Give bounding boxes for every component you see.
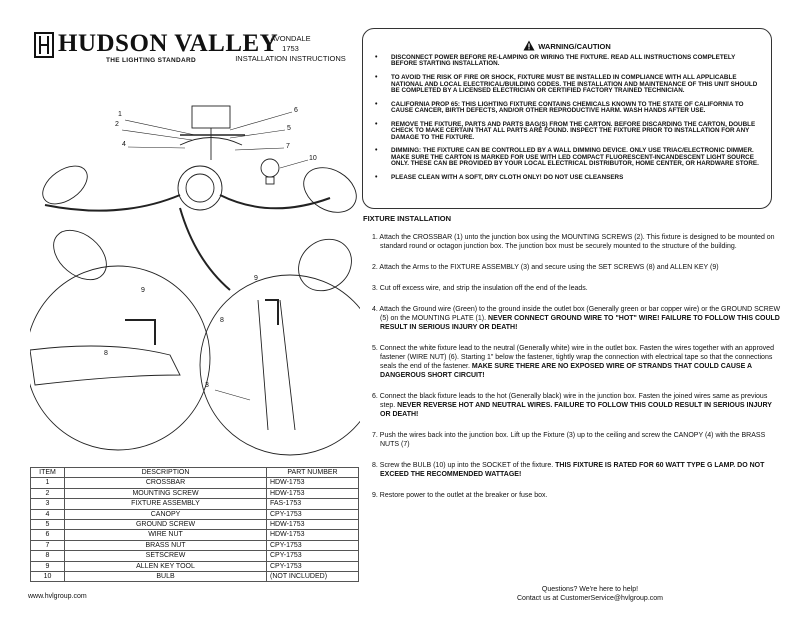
step-item: 4. Attach the Ground wire (Green) to the ground inside the outlet box (Generally green or bar copper wire) or the GROUND SCREW (5) on the MOUNTING PLATE (1). NEVER CONNECT GROUND WIRE TO "HOT" WIRE! FAILURE TO FOLLOW THIS COULD RESULT IN SERIOUS INJURY OR DEATH! [372,306,781,331]
step-item: 9. Restore power to the outlet at the breaker or fuse box. [372,492,548,499]
brand-name: HUDSON VALLEY [58,30,279,57]
model-number: 1753 [282,44,299,53]
document-header [228,34,353,64]
product-name: AVONDALE [270,34,311,43]
table-row: 8 SETSCREW CPY-1753 [31,551,359,561]
table-row: 6 WIRE NUT HDW-1753 [31,530,359,540]
callout-8-right: 8 [220,317,224,324]
hub-inner [186,174,214,202]
table-row: 9 ALLEN KEY TOOL CPY-1753 [31,561,359,571]
logo-mark-icon [34,32,54,58]
warning-box [362,28,772,209]
footer-help [500,585,680,603]
step-item: 6. Connect the black fixture leads to the hot (Generally black) wire in the junction box. Fasten the joined wires same as previous step. NEVER REVERSE HOT AND NEUTRAL WIRES. FAILURE TO FOLLOW THIS COULD RESULT IN SERIOUS INJURY OR DEATH! [372,393,772,418]
step-item: 5. Connect the white fixture lead to the neutral (Generally white) wire in the outlet box. Fasten the wires together with an approved fastener (WIRE NUT) (6). Starting 1" below the fastener, tightly wrap the connection with electrical tape so that the connections seals the end of the fastener. MAKE SURE THERE ARE NO EXPOSED WIRE OF STRANDS THAT COULD CAUSE A DANGEROUS SHORT CIRCUIT! [372,345,774,379]
callout-4: 4 [122,141,126,148]
callout-10: 10 [309,155,317,162]
step-item: 3. Cut off excess wire, and strip the insulation off the end of the leads. [372,285,588,292]
shade-left-top [36,158,94,211]
callout-1: 1 [118,111,122,118]
warning-title-text: WARNING/CAUTION [538,42,611,51]
header-item: ITEM [31,468,65,478]
right-arm [220,195,330,208]
allen-key-left [125,320,155,345]
warning-item: • DISCONNECT POWER BEFORE RE-LAMPING OR WIRING THE FIXTURE. READ ALL INSTRUCTIONS COMPLETELY BEFORE STARTING INSTALLATION. [372,55,763,68]
center-hub [178,166,222,210]
callout-2: 2 [115,121,119,128]
header-part-number: PART NUMBER [267,468,359,478]
table-row: 4 CANOPY CPY-1753 [31,509,359,519]
allen-key-right [265,300,278,325]
table-row: 5 GROUND SCREW HDW-1753 [31,520,359,530]
warning-list [372,55,763,188]
warning-title [363,40,771,51]
step-item: 8. Screw the BULB (10) up into the SOCKET of the fixture. THIS FIXTURE IS RATED FOR 60 WATT TYPE G LAMP. DO NOT EXCEED THE RECOMMENDED WATTAGE! [372,462,765,478]
warning-item: • REMOVE THE FIXTURE, PARTS AND PARTS BAG(S) FROM THE CARTON. BEFORE DISCARDING THE CARTON, DOUBLE CHECK TO MAKE CERTAIN THAT ALL PARTS ARE FOUND. INSPECT THE FIXTURE PRIOR TO INSTALLATION FOR ANY DAMAGE TO THE FIXTURE. [372,122,763,141]
step-item: 1. Attach the CROSSBAR (1) unto the junction box using the MOUNTING SCREWS (2). This fixture is designed to be mounted on standard round or octagon junction box. The junction box must be securely mounted to the structure of the building. [372,234,775,250]
callout-9-right: 9 [254,275,258,282]
table-row: 3 FIXTURE ASSEMBLY FAS-1753 [31,499,359,509]
installation-steps [372,233,782,512]
installation-diagram [30,100,360,460]
shade-left-bottom [44,220,116,289]
shade-right-top [296,159,360,222]
brand-tagline: THE LIGHTING STANDARD [106,57,196,64]
front-arm [180,208,230,290]
doc-title: INSTALLATION INSTRUCTIONS [235,54,346,63]
canopy-plate [192,106,230,128]
callout-3: 3 [205,382,209,389]
callout-5: 5 [287,125,291,132]
step-item: 7. Push the wires back into the junction box. Lift up the Fixture (3) up to the ceiling and screw the CANOPY (4) with the BRASS NUTS (7) [372,432,766,448]
table-header-row [31,468,359,478]
warning-item: • DIMMING: THE FIXTURE CAN BE CONTROLLED BY A WALL DIMMING DEVICE. ONLY USE TRIAC/ELECTRONIC DIMMER. MAKE SURE THE CARTON IS MARKED FOR USE WITH LED COMPACT FLUORESCENT-INCANDESCENT LIGHT SOURCE ONLY. THESE CAN BE PROVIDED BY YOUR LOCAL ELECTRICAL DISTRIBUTOR, HOME CENTER, OR HARDWARE STORE. [372,148,763,167]
warning-item: • CALIFORNIA PROP 65: THIS LIGHTING FIXTURE CONTAINS CHEMICALS KNOWN TO THE STATE OF CALIFORNIA TO CAUSE CANCER, BIRTH DEFECTS, AND/OR OTHER REPRODUCTIVE HARM. WASH HANDS AFTER USE. [372,102,763,115]
table-row: 7 BRASS NUT CPY-1753 [31,540,359,550]
footer-website-link[interactable]: www.hvlgroup.com [28,593,87,600]
header-description: DESCRIPTION [65,468,267,478]
table-row: 10 BULB (NOT INCLUDED) [31,572,359,582]
detail-arm-right [258,300,295,430]
warning-item: • TO AVOID THE RISK OF FIRE OR SHOCK, FIXTURE MUST BE INSTALLED IN COMPLIANCE WITH ALL APPLICABLE NATIONAL AND LOCAL ELECTRICAL/BUILDING CODES. THE INSTALLATION AND MAINTENANCE OF THIS UNIT SHOULD BE COMPLETED BY A LICENSED ELECTRICIAN OR CERTIFIED FACTORY TRAINED TECHNICIAN. [372,75,763,94]
shade-right-bottom [288,229,360,302]
bulb-base [266,177,274,184]
left-arm [45,195,180,211]
callout-6: 6 [294,107,298,114]
step-item: 2. Attach the Arms to the FIXTURE ASSEMBLY (3) and secure using the SET SCREWS (8) and ALLEN KEY (9) [372,264,719,271]
table-row: 1 CROSSBAR HDW-1753 [31,478,359,488]
callout-9-left: 9 [141,287,145,294]
table-row: 2 MOUNTING SCREW HDW-1753 [31,488,359,498]
callout-7: 7 [286,143,290,150]
parts-table [30,467,359,582]
brand-logo [34,30,279,70]
contact-email-link[interactable]: Contact us at CustomerService@hvlgroup.com [517,595,663,602]
installation-title: FIXTURE INSTALLATION [363,214,452,223]
warning-item: • PLEASE CLEAN WITH A SOFT, DRY CLOTH ONLY! DO NOT USE CLEANSERS [372,175,763,181]
help-line: Questions? We're here to help! [541,586,639,593]
warning-triangle-icon [523,40,535,51]
detail-circle-left [30,266,210,450]
bulb-shape [261,159,279,177]
callout-8-left: 8 [104,350,108,357]
